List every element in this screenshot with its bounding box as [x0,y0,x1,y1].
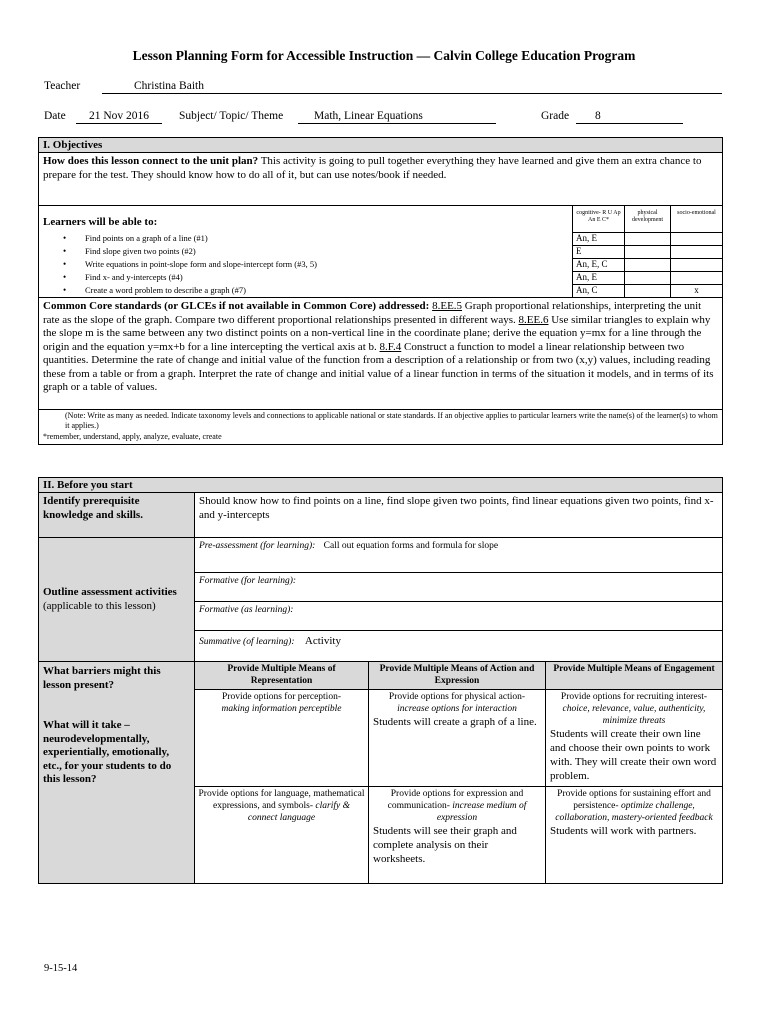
objectives-header: I. Objectives [39,138,723,153]
subject-underline [298,123,496,124]
cell-response: Students will create a graph of a line. [373,716,537,728]
representation-language-cell [195,787,369,884]
barriers-label: What barriers might this lesson present? [43,665,161,691]
connect-question: How does this lesson connect to the unit plan? [43,155,259,167]
grade-value: 8 [595,110,601,122]
action-communication-cell [369,787,546,884]
col-physical-header: physical development [625,206,671,233]
physical-level [625,271,671,284]
cell-text: Provide options for recruiting interest- [560,692,708,702]
pre-assessment-label: Pre-assessment (for learning): [199,541,316,551]
engagement-interest-cell [546,690,723,787]
pre-assessment-row [195,538,723,573]
cell-text-italic: increase medium of expression [436,801,527,823]
formative-for-row: Formative (for learning): [195,573,723,602]
standard-code: 8.F.4 [379,340,402,353]
grade-underline [576,123,683,124]
assess-sub: (applicable to this lesson) [43,599,156,612]
prereq-text: Should know how to find points on a line, find slope given two points, find linear equations given two points, find x- and y-intercepts [195,493,723,538]
physical-level [625,258,671,271]
cell-text: Provide options for expression and communication- [387,789,524,811]
teacher-label: Teacher [44,80,81,92]
cell-text: Provide options for sustaining effort and persistence- [557,789,711,811]
objective-item: • Find x- and y-intercepts (#4) [85,271,572,284]
standard-code: 8.EE.5 [432,300,463,312]
physical-level [625,284,671,297]
teacher-name: Christina Baith [134,80,204,92]
objective-item: • Create a word problem to describe a graph (#7) [85,284,572,297]
representation-header: Provide Multiple Means of Representation [195,662,369,690]
engagement-persistence-cell [546,787,723,884]
col-social-header: socio-emotional [671,206,723,233]
teacher-underline [102,93,722,94]
date-value: 21 Nov 2016 [89,110,150,122]
cell-text: Provide options for physical action- [388,692,526,702]
standard-text: Use similar triangles to explain why the slope m is the same between any two distinct points on a non-vertical line in the coordinate plane; derive the equation y=mx for a line through the origin and the equation y=mx+b for a line intercepting the vertical axis at b. [43,313,711,353]
formative-as-row: Formative (as learning): [195,602,723,631]
cell-response: Students will create their own line and choose their own points to work with. They will create their own word problem. [550,728,717,782]
assessment-label-cell [39,538,195,662]
connect-answer: This activity is going to pull together everything they have learned and give them an extra chance to prepare for the test. They should know how to do all of it, but can use notes/book if needed. [43,155,702,181]
summative-label: Summative (of learning): [199,637,295,647]
social-level [671,245,723,258]
form-version: 9-15-14 [44,963,78,974]
physical-level [625,232,671,245]
cell-text-italic: making information perceptible [221,704,342,714]
unit-plan-connection [39,153,723,206]
cognitive-level: An, C [573,284,625,297]
standard-text: Graph proportional relationships, interpreting the unit rate as the slope of the graph. Compare two different proportional relationships presented in different ways. [43,300,702,326]
date-label: Date [44,110,66,122]
cell-text: Provide options for perception- [222,692,341,702]
cell-response: Students will see their graph and complete analysis on their worksheets. [373,825,517,865]
note-text: (Note: Write as many as needed. Indicate taxonomy levels and connections to applicable national or state standards. If an objective applies to particular learners write the name(s) of the learner(s) to whom it applies.) [65,410,718,430]
cell-response: Students will work with partners. [550,825,697,837]
social-level [671,258,723,271]
cell-text-italic: clarify & connect language [247,801,350,823]
objective-item: • Find points on a graph of a line (#1) [85,232,572,245]
objectives-table [38,137,723,445]
note-cell [39,409,723,445]
taxonomy-footnote: *remember, understand, apply, analyze, evaluate, create [43,431,222,441]
summative-row [195,631,723,662]
subject-value: Math, Linear Equations [314,110,423,122]
standards-cell [39,298,723,410]
what-will-it-take-label: What will it take – neurodevelopmentally, experientially, emotionally, etc., for your students to do this lesson? [43,719,172,785]
before-you-start-table [38,477,723,884]
standard-text: Construct a function to model a linear relationship between two quantities. Determine the rate of change and initial value of the function from a description of a relationship or from two (x,y) values, including reading these from a table or from a graph. Interpret the rate of change and initial value of a linear function in terms of the situation it models, and in terms of its graph or a table of values. [43,340,714,393]
date-underline [76,123,162,124]
social-level [671,271,723,284]
subject-label: Subject/ Topic/ Theme [179,110,284,122]
pre-assessment-value: Call out equation forms and formula for slope [323,541,499,551]
standards-label: Common Core standards (or GLCEs if not available in Common Core) addressed: [43,300,430,312]
prereq-label: Identify prerequisite knowledge and skills. [39,493,195,538]
social-level: x [671,284,723,297]
social-level [671,232,723,245]
standard-code: 8.EE.6 [518,313,549,326]
cell-text-italic: optimize challenge, collaboration, mastery-oriented feedback [555,801,713,823]
assess-label: Outline assessment activities [43,586,177,598]
cognitive-level: An, E [573,271,625,284]
cognitive-level: An, E [573,232,625,245]
form-title: Lesson Planning Form for Accessible Instruction — Calvin College Education Program [132,48,636,63]
objective-item: • Write equations in point-slope form and slope-intercept form (#3, 5) [85,258,572,271]
representation-perception-cell [195,690,369,787]
cell-text-italic: increase options for interaction [397,704,517,714]
summative-value: Activity [304,635,341,647]
engagement-header: Provide Multiple Means of Engagement [546,662,723,690]
action-expression-header: Provide Multiple Means of Action and Expression [369,662,546,690]
cognitive-level: An, E, C [573,258,625,271]
cell-text: Provide options for language, mathematical expressions, and symbols- [198,789,365,811]
grade-label: Grade [541,110,570,122]
physical-level [625,245,671,258]
col-cognitive-header: cognitive- R U Ap An E C* [573,206,625,233]
objectives-list-cell [39,232,573,298]
cell-text-italic: choice, relevance, value, authenticity, minimize threats [562,704,706,726]
before-header: II. Before you start [39,478,723,493]
objective-item: • Find slope given two points (#2) [85,245,572,258]
cognitive-level: E [573,245,625,258]
barriers-cell [39,662,195,884]
learners-label: Learners will be able to: [39,206,573,233]
action-physical-cell [369,690,546,787]
objectives-list [39,232,572,297]
